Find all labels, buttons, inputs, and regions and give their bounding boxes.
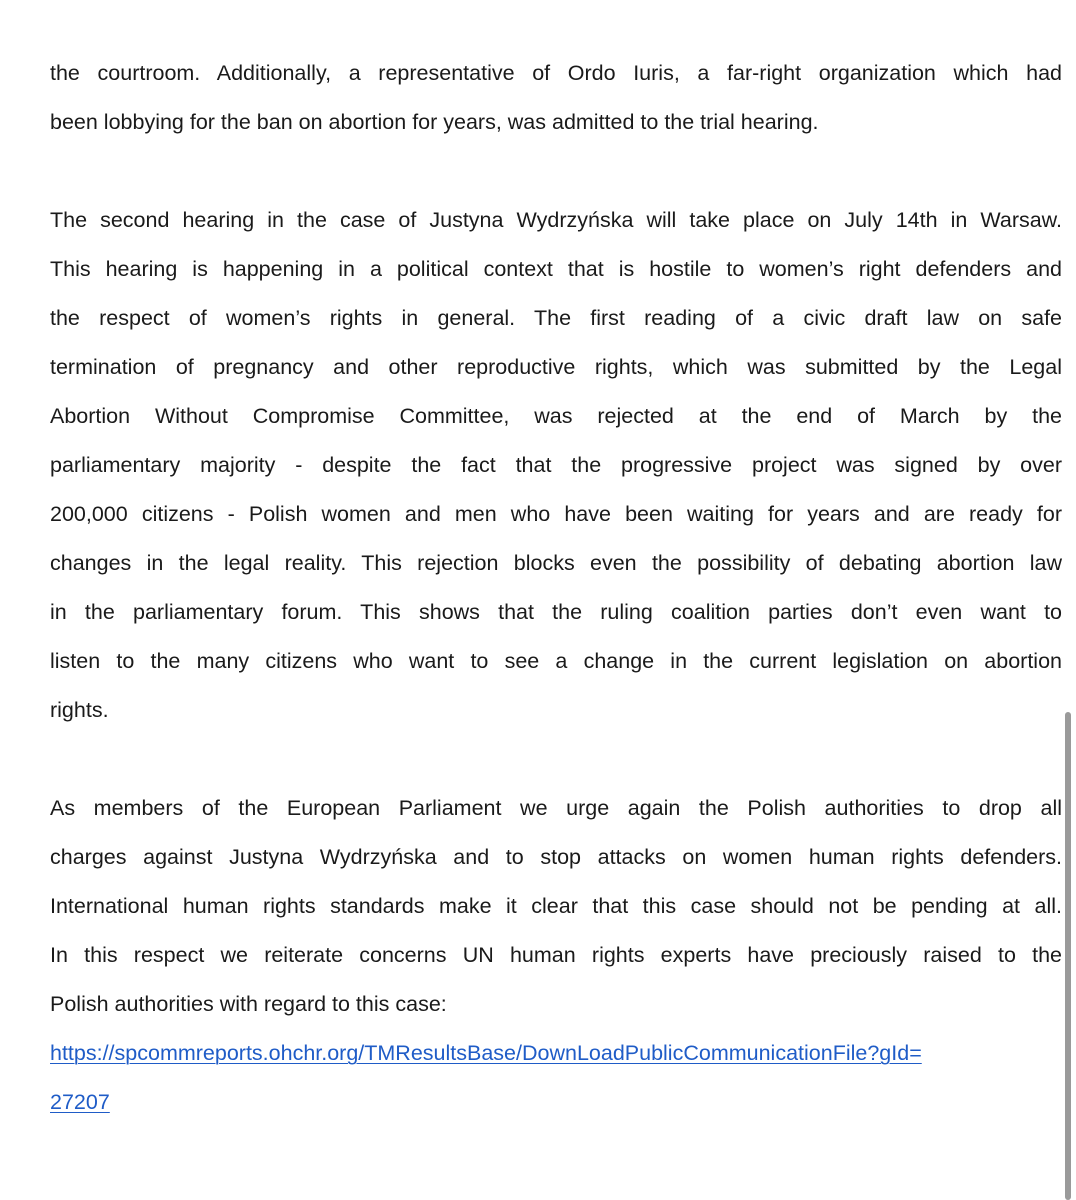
paragraph-line: The second hearing in the case of Justyna Wydrzyńska will take place on July 14th in Warsaw.: [50, 208, 1062, 232]
paragraph-line: rights.: [50, 698, 109, 722]
document-page: [50, 49, 1062, 1127]
scrollbar-thumb[interactable]: [1065, 712, 1071, 1200]
paragraph-spacer: [50, 147, 1062, 196]
paragraph-line: Polish authorities with regard to this case:: [50, 992, 447, 1016]
paragraph-line: the respect of women’s rights in general. The first reading of a civic draft law on safe: [50, 306, 1062, 330]
paragraph-line: parliamentary majority - despite the fact that the progressive project was signed by over: [50, 453, 1062, 477]
paragraph-line: been lobbying for the ban on abortion for years, was admitted to the trial hearing.: [50, 110, 819, 134]
paragraph-2: [50, 196, 1062, 735]
paragraph-line: This hearing is happening in a political context that is hostile to women’s right defenders and: [50, 257, 1062, 281]
ohchr-link-line[interactable]: [50, 1078, 1062, 1127]
ohchr-communication-link-continued[interactable]: 27207: [50, 1090, 110, 1114]
paragraph-line: the courtroom. Additionally, a representative of Ordo Iuris, a far-right organization which had: [50, 61, 1062, 85]
paragraph-line: charges against Justyna Wydrzyńska and to stop attacks on women human rights defenders.: [50, 845, 1062, 869]
paragraph-line: listen to the many citizens who want to see a change in the current legislation on abortion: [50, 649, 1062, 673]
paragraph-line: Abortion Without Compromise Committee, was rejected at the end of March by the: [50, 404, 1062, 428]
paragraph-1: [50, 49, 1062, 147]
vertical-scrollbar[interactable]: [1062, 0, 1076, 1200]
paragraph-line: 200,000 citizens - Polish women and men who have been waiting for years and are ready for: [50, 502, 1062, 526]
paragraph-line: In this respect we reiterate concerns UN human rights experts have preciously raised to the: [50, 943, 1062, 967]
paragraph-line: in the parliamentary forum. This shows that the ruling coalition parties don’t even want to: [50, 600, 1062, 624]
paragraph-line: changes in the legal reality. This rejection blocks even the possibility of debating abortion law: [50, 551, 1062, 575]
paragraph-line: As members of the European Parliament we urge again the Polish authorities to drop all: [50, 796, 1062, 820]
ohchr-link-line[interactable]: [50, 1029, 1062, 1078]
paragraph-line: termination of pregnancy and other reproductive rights, which was submitted by the Legal: [50, 355, 1062, 379]
paragraph-3: [50, 784, 1062, 1127]
ohchr-communication-link[interactable]: https://spcommreports.ohchr.org/TMResultsBase/DownLoadPublicCommunicationFile?gId=: [50, 1041, 922, 1065]
paragraph-line: International human rights standards make it clear that this case should not be pending at all.: [50, 894, 1062, 918]
paragraph-spacer: [50, 735, 1062, 784]
